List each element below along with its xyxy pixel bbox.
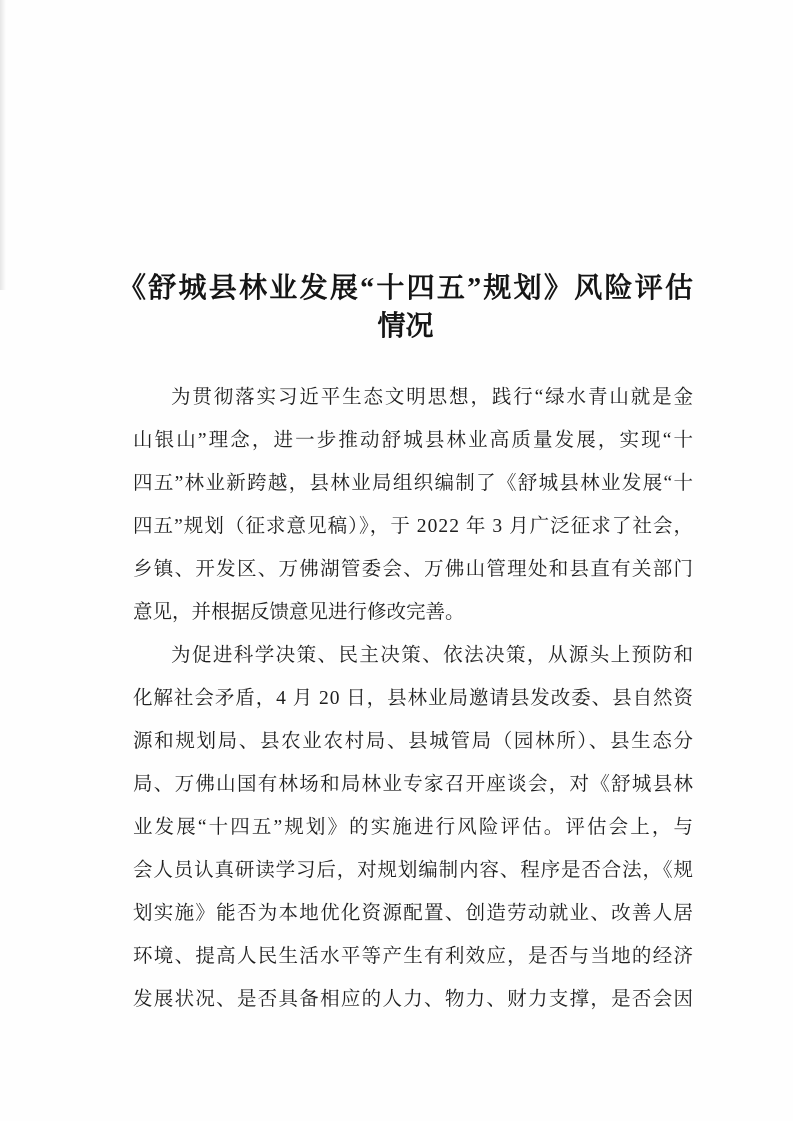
body-line <box>133 419 696 462</box>
body-line <box>133 935 693 978</box>
body-line-text: 乡镇、开发区、万佛湖管委会、万佛山管理处和县直有关部门 <box>133 559 695 580</box>
title-line-2-text: 情况 <box>377 311 434 342</box>
body-line-text: 发展状况、是否具备相应的人力、物力、财力支撑，是否会因 <box>133 989 695 1010</box>
body-line-text: 划实施》能否为本地优化资源配置、创造劳动就业、改善人居 <box>133 903 695 924</box>
paragraph-2 <box>133 634 696 1021</box>
body-line <box>133 634 693 677</box>
body-line-text: 环境、提高人民生活水平等产生有利效应，是否与当地的经济 <box>133 946 695 967</box>
title-line-1 <box>118 270 696 308</box>
body-line <box>133 720 693 763</box>
body-line-text: 四五”林业新跨越，县林业局组织编制了《舒城县林业发展“十 <box>133 473 695 494</box>
body-line <box>133 806 696 849</box>
body-line-text: 为促进科学决策、民主决策、依法决策，从源头上预防和 <box>171 645 695 666</box>
body-line-text: 意见，并根据反馈意见进行修改完善。 <box>133 602 465 623</box>
body-line <box>133 892 693 935</box>
body-line-text: 为贯彻落实习近平生态文明思想，践行“绿水青山就是金 <box>171 387 695 408</box>
body-line <box>133 849 693 892</box>
title-line-1-text: 《舒城县林业发展“十四五”规划》风险评估 <box>118 273 696 304</box>
body-line-text: 化解社会矛盾，4 月 20 日，县林业局邀请县发改委、县自然资 <box>133 688 694 709</box>
document-body <box>133 376 696 1021</box>
body-line <box>133 505 693 548</box>
body-line <box>133 462 693 505</box>
body-line <box>133 763 693 806</box>
document-title <box>118 270 696 346</box>
title-line-2 <box>118 308 693 346</box>
body-line <box>133 376 693 419</box>
body-line <box>133 591 693 634</box>
body-line-text: 四五”规划（征求意见稿）》，于 2022 年 3 月广泛征求了社会， <box>133 516 695 537</box>
body-line-text: 业发展“十四五”规划》的实施进行风险评估。评估会上，与 <box>133 817 696 838</box>
scan-edge-shadow <box>0 0 6 290</box>
body-line-text: 山银山”理念，进一步推动舒城县林业高质量发展，实现“十 <box>133 430 696 451</box>
body-line-text: 源和规划局、县农业农村局、县城管局（园林所）、县生态分 <box>133 731 695 752</box>
body-line <box>133 978 693 1021</box>
body-line-text: 会人员认真研读学习后，对规划编制内容、程序是否合法，《规 <box>133 860 694 881</box>
body-line <box>133 677 693 720</box>
body-line <box>133 548 693 591</box>
body-line-text: 局、万佛山国有林场和局林业专家召开座谈会，对《舒城县林 <box>133 774 695 795</box>
paragraph-1 <box>133 376 696 634</box>
